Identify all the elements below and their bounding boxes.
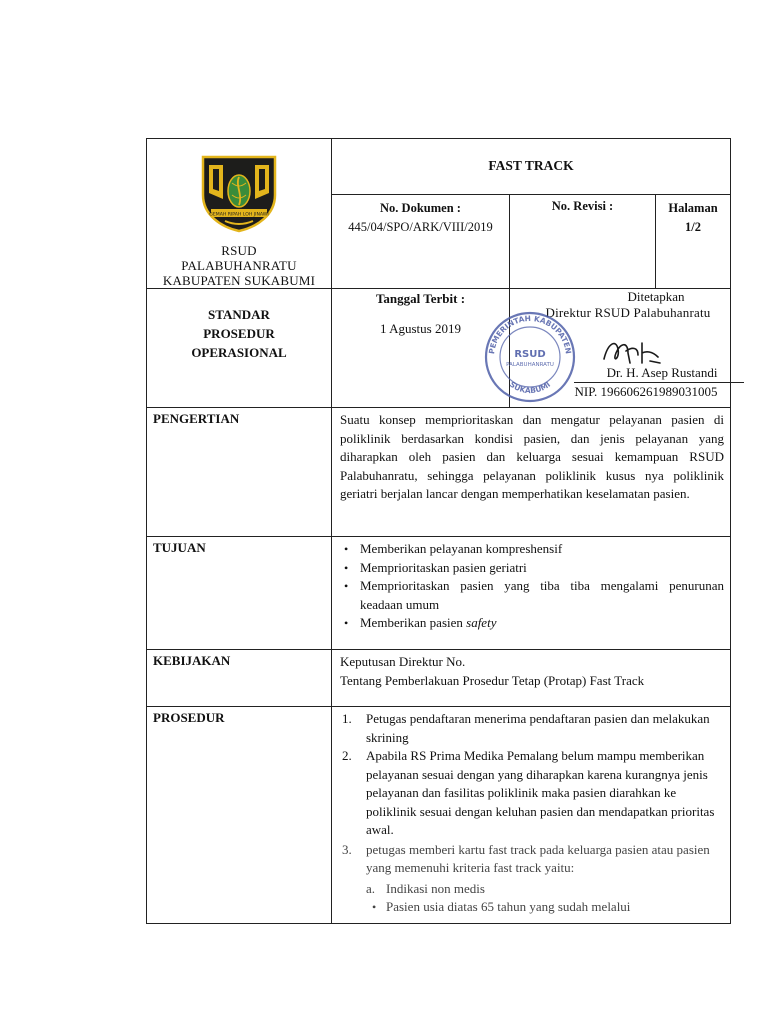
issue-date-value: 1 Agustus 2019 bbox=[380, 321, 461, 336]
list-item-text: Memberikan pasien bbox=[360, 615, 463, 630]
prosedur-sub-item bbox=[340, 880, 724, 899]
logo-cell bbox=[147, 139, 332, 289]
sop-document-table bbox=[146, 138, 731, 924]
prosedur-content bbox=[332, 707, 731, 924]
pengertian-text: Suatu konsep memprioritaskan dan mengatur pelayanan pasien di poliklinik berdasarkan kondisi pasien, dan jenis pelayanan yang diharapkan oleh pasien dan keluarga sesuai kemampuan RSUD Palabuhanratu, sehingga pelayanan poliklinik kusus nya poliklinik geriatri berjalan lancar dengan memperhatikan keselamatan pasien. bbox=[332, 408, 731, 537]
prosedur-label: PROSEDUR bbox=[147, 707, 332, 924]
kebijakan-line-2: Tentang Pemberlakuan Prosedur Tetap (Protap) Fast Track bbox=[340, 672, 645, 688]
svg-text:RSUD: RSUD bbox=[514, 349, 546, 360]
pengertian-label: PENGERTIAN bbox=[147, 408, 332, 537]
org-line-1: RSUD bbox=[221, 243, 257, 258]
revision-cell bbox=[510, 194, 656, 288]
tujuan-list bbox=[340, 540, 724, 633]
sop-line-2: PROSEDUR bbox=[203, 326, 275, 341]
approval-cell bbox=[487, 289, 731, 408]
org-line-2: PALABUHANRATU bbox=[181, 258, 297, 273]
kabupaten-sukabumi-logo bbox=[199, 155, 279, 233]
list-item: 1. Petugas pendaftaran menerima pendaftaran pasien dan melakukan skrining bbox=[342, 711, 710, 745]
signer-name: Dr. H. Asep Rustandi bbox=[606, 365, 718, 380]
document-number-cell bbox=[332, 194, 510, 288]
list-item: 3. petugas memberi kartu fast track pada keluarga pasien atau pasien yang memenuhi kriteria fast track yaitu: bbox=[342, 841, 710, 875]
sub-label: Indikasi non medis bbox=[386, 880, 485, 896]
page-value: 1/2 bbox=[685, 219, 701, 234]
page-label: Halaman bbox=[668, 200, 718, 215]
signature bbox=[598, 333, 668, 369]
tujuan-label: TUJUAN bbox=[147, 537, 332, 650]
list-item: • Memberikan pelayanan kompreshensif bbox=[360, 540, 724, 559]
sop-line-1: STANDAR bbox=[208, 307, 270, 322]
document-title: FAST TRACK bbox=[332, 139, 731, 195]
list-item: • Memprioritaskan pasien yang tiba tiba mengalami penurunan keadaan umum bbox=[360, 577, 724, 614]
svg-text:PALABUHANRATU: PALABUHANRATU bbox=[506, 362, 554, 368]
sub-letter: a. bbox=[366, 880, 376, 896]
prosedur-sub-bullet: • Pasien usia diatas 65 tahun yang sudah melalui bbox=[372, 899, 631, 914]
kebijakan-line-1: Keputusan Direktur No. bbox=[340, 654, 466, 669]
kebijakan-label: KEBIJAKAN bbox=[147, 650, 332, 707]
org-line-3: KABUPATEN SUKABUMI bbox=[162, 273, 316, 288]
revision-label: No. Revisi : bbox=[551, 198, 614, 213]
document-number-label: No. Dokumen : bbox=[380, 200, 461, 215]
svg-text:GEMAH RIPAH LOH JINAWI: GEMAH RIPAH LOH JINAWI bbox=[209, 212, 269, 218]
svg-text:SUKABUMI: SUKABUMI bbox=[507, 379, 553, 396]
list-item-italic: safety bbox=[466, 615, 497, 630]
signer-nip: NIP. 196606261989031005 bbox=[574, 384, 718, 399]
sop-label-cell bbox=[147, 289, 332, 408]
approved-by: Direktur RSUD Palabuhanratu bbox=[545, 305, 711, 320]
list-item: • Memprioritaskan pasien geriatri bbox=[360, 559, 724, 578]
organization-name bbox=[147, 243, 331, 288]
tujuan-content bbox=[332, 537, 731, 650]
document-number-value: 445/04/SPO/ARK/VIII/2019 bbox=[348, 219, 493, 234]
approved-label: Ditetapkan bbox=[627, 289, 685, 304]
sop-line-3: OPERASIONAL bbox=[191, 345, 287, 360]
list-item bbox=[360, 614, 724, 633]
prosedur-list bbox=[340, 710, 724, 878]
svg-text:PEMERINTAH KABUPATEN: PEMERINTAH KABUPATEN bbox=[487, 313, 573, 355]
issue-date-label: Tanggal Terbit : bbox=[375, 291, 466, 306]
list-item: 2. Apabila RS Prima Medika Pemalang belum mampu memberikan pelayanan sesuai dengan yang diharapkan karena kurangnya jenis pelayanan dan fasilitas poliklinik maka pasien diarahkan ke poliklinik sesuai dengan keluhan pasien dan mendapatkan prioritas awal. bbox=[342, 748, 715, 837]
kebijakan-content bbox=[332, 650, 731, 707]
signature-line bbox=[574, 382, 744, 383]
page-cell bbox=[656, 194, 731, 288]
